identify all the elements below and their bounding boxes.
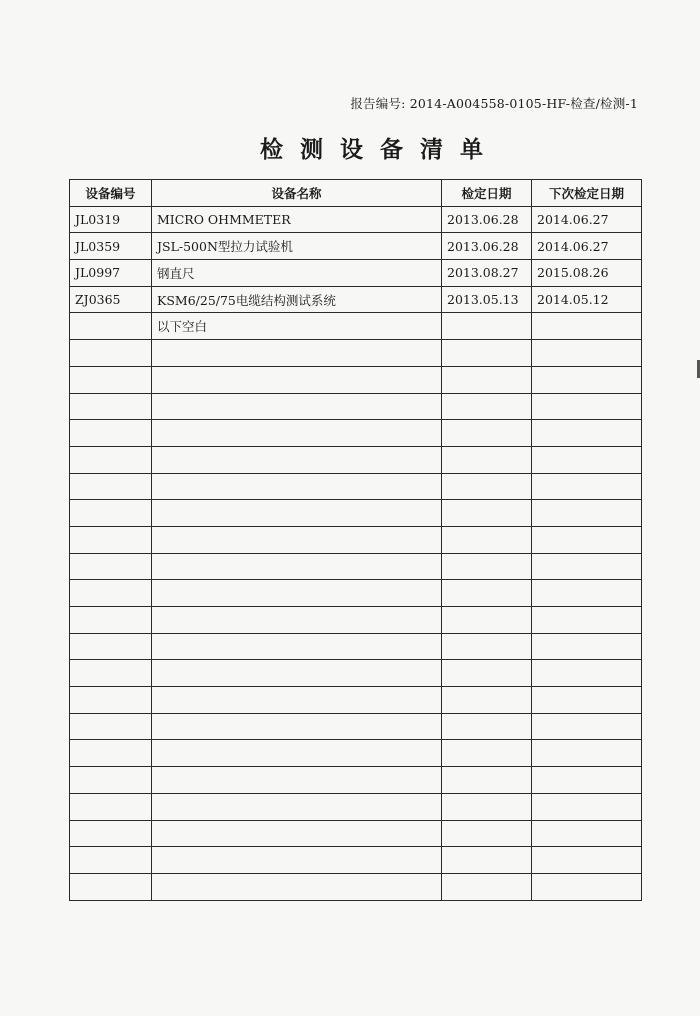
- cell-equipment-id: JL0359: [70, 233, 152, 260]
- cell-empty: [70, 740, 152, 767]
- cell-empty: [70, 393, 152, 420]
- cell-empty: [532, 500, 642, 527]
- cell-empty: [442, 740, 532, 767]
- table-row-empty: [70, 340, 642, 367]
- cell-empty: [152, 393, 442, 420]
- cell-equipment-name: KSM6/25/75电缆结构测试系统: [152, 286, 442, 313]
- cell-empty: [152, 340, 442, 367]
- table-row-empty: [70, 366, 642, 393]
- cell-empty: [442, 473, 532, 500]
- cell-empty: [532, 473, 642, 500]
- cell-empty: [152, 366, 442, 393]
- table-row-empty: [70, 420, 642, 447]
- cell-empty: [70, 580, 152, 607]
- table-row-empty: [70, 847, 642, 874]
- cell-empty: [152, 633, 442, 660]
- cell-empty: [532, 767, 642, 794]
- cell-equipment-name: MICRO OHMMETER: [152, 206, 442, 233]
- cell-empty: [152, 740, 442, 767]
- cell-calibration-date: [442, 313, 532, 340]
- cell-empty: [152, 580, 442, 607]
- cell-empty: [442, 687, 532, 714]
- cell-equipment-name: JSL-500N型拉力试验机: [152, 233, 442, 260]
- cell-empty: [532, 713, 642, 740]
- table-row-empty: [70, 793, 642, 820]
- cell-empty: [532, 633, 642, 660]
- table-row-empty: [70, 393, 642, 420]
- table-row-empty: [70, 767, 642, 794]
- cell-empty: [70, 607, 152, 634]
- header-equipment-id: 设备编号: [70, 180, 152, 207]
- cell-empty: [152, 873, 442, 900]
- cell-empty: [442, 420, 532, 447]
- cell-empty: [442, 340, 532, 367]
- cell-empty: [442, 873, 532, 900]
- table-header-row: [70, 180, 642, 207]
- cell-empty: [70, 420, 152, 447]
- cell-empty: [442, 553, 532, 580]
- cell-empty: [532, 553, 642, 580]
- cell-empty: [442, 607, 532, 634]
- cell-empty: [532, 740, 642, 767]
- cell-empty: [532, 687, 642, 714]
- cell-empty: [442, 446, 532, 473]
- table-row: [70, 206, 642, 233]
- cell-empty: [70, 793, 152, 820]
- cell-empty: [442, 847, 532, 874]
- cell-empty: [152, 713, 442, 740]
- cell-next-calibration-date: 2014.05.12: [532, 286, 642, 313]
- cell-empty: [70, 526, 152, 553]
- cell-empty: [532, 793, 642, 820]
- cell-equipment-id: JL0319: [70, 206, 152, 233]
- cell-empty: [532, 660, 642, 687]
- page-title: 检测设备清单: [260, 137, 500, 163]
- cell-empty: [70, 633, 152, 660]
- cell-empty: [532, 393, 642, 420]
- cell-equipment-id: ZJ0365: [70, 286, 152, 313]
- cell-empty: [152, 446, 442, 473]
- cell-empty: [442, 500, 532, 527]
- cell-empty: [152, 767, 442, 794]
- cell-empty: [70, 847, 152, 874]
- cell-empty: [442, 580, 532, 607]
- table-row-empty: [70, 873, 642, 900]
- cell-next-calibration-date: [532, 313, 642, 340]
- cell-next-calibration-date: 2014.06.27: [532, 233, 642, 260]
- cell-empty: [442, 526, 532, 553]
- cell-empty: [70, 500, 152, 527]
- table-row-empty: [70, 687, 642, 714]
- cell-empty: [70, 553, 152, 580]
- table-row: [70, 313, 642, 340]
- cell-empty: [532, 820, 642, 847]
- cell-empty: [70, 446, 152, 473]
- cell-equipment-id: [70, 313, 152, 340]
- cell-empty: [532, 420, 642, 447]
- cell-empty: [152, 553, 442, 580]
- cell-empty: [532, 446, 642, 473]
- cell-empty: [152, 793, 442, 820]
- cell-empty: [70, 340, 152, 367]
- cell-empty: [442, 793, 532, 820]
- cell-empty: [70, 713, 152, 740]
- cell-empty: [70, 660, 152, 687]
- cell-empty: [532, 847, 642, 874]
- cell-calibration-date: 2013.05.13: [442, 286, 532, 313]
- cell-empty: [152, 526, 442, 553]
- table-row: [70, 233, 642, 260]
- cell-empty: [70, 687, 152, 714]
- table-row-empty: [70, 607, 642, 634]
- cell-empty: [152, 660, 442, 687]
- cell-empty: [442, 660, 532, 687]
- cell-empty: [152, 687, 442, 714]
- table-row: [70, 286, 642, 313]
- table-row-empty: [70, 526, 642, 553]
- cell-empty: [442, 820, 532, 847]
- cell-empty: [442, 393, 532, 420]
- cell-empty: [70, 873, 152, 900]
- cell-empty: [442, 633, 532, 660]
- table-row-empty: [70, 633, 642, 660]
- cell-next-calibration-date: 2014.06.27: [532, 206, 642, 233]
- cell-calibration-date: 2013.06.28: [442, 233, 532, 260]
- table-row-empty: [70, 820, 642, 847]
- cell-empty: [70, 473, 152, 500]
- cell-equipment-name: 以下空白: [152, 313, 442, 340]
- cell-empty: [532, 607, 642, 634]
- table-row-empty: [70, 740, 642, 767]
- cell-empty: [152, 820, 442, 847]
- table-row-empty: [70, 713, 642, 740]
- cell-empty: [532, 340, 642, 367]
- cell-empty: [442, 366, 532, 393]
- cell-calibration-date: 2013.08.27: [442, 260, 532, 287]
- cell-empty: [442, 767, 532, 794]
- equipment-table: [69, 179, 642, 901]
- cell-empty: [152, 607, 442, 634]
- cell-calibration-date: 2013.06.28: [442, 206, 532, 233]
- table-row-empty: [70, 660, 642, 687]
- cell-empty: [532, 580, 642, 607]
- table-row-empty: [70, 553, 642, 580]
- cell-empty: [442, 713, 532, 740]
- table-row-empty: [70, 500, 642, 527]
- header-next-calibration-date: 下次检定日期: [532, 180, 642, 207]
- table-row-empty: [70, 446, 642, 473]
- cell-equipment-id: JL0997: [70, 260, 152, 287]
- cell-empty: [152, 847, 442, 874]
- table-row-empty: [70, 473, 642, 500]
- table-row: [70, 260, 642, 287]
- table-row-empty: [70, 580, 642, 607]
- cell-empty: [152, 473, 442, 500]
- header-calibration-date: 检定日期: [442, 180, 532, 207]
- header-equipment-name: 设备名称: [152, 180, 442, 207]
- cell-next-calibration-date: 2015.08.26: [532, 260, 642, 287]
- cell-empty: [532, 366, 642, 393]
- cell-empty: [532, 873, 642, 900]
- cell-equipment-name: 钢直尺: [152, 260, 442, 287]
- cell-empty: [532, 526, 642, 553]
- cell-empty: [70, 820, 152, 847]
- cell-empty: [152, 420, 442, 447]
- cell-empty: [152, 500, 442, 527]
- cell-empty: [70, 366, 152, 393]
- cell-empty: [70, 767, 152, 794]
- report-number: 报告编号: 2014-A004558-0105-HF-检查/检测-1: [350, 96, 638, 111]
